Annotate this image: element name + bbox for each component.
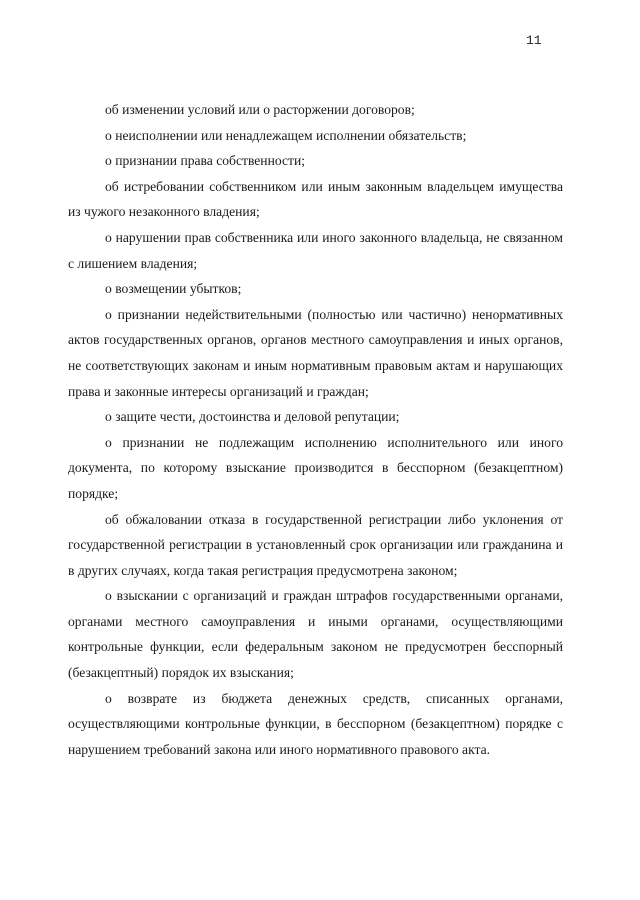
paragraph-contract-changes: об изменении условий или о расторжении договоров; bbox=[105, 102, 415, 117]
paragraph-property-reclaim: об истребовании собственником или иным законным владельцем имущества из чужого незаконного владения; bbox=[68, 178, 563, 220]
paragraph-ownership-recognition: о признании права собственности; bbox=[105, 153, 306, 169]
paragraph-damages: о возмещении убытков; bbox=[105, 281, 242, 297]
paragraph-invalidation-acts: о признании недействительными (полностью или частично) ненормативных актов государственных органов, органов местного самоуправления и иных органов, не соответствующих законам и иным нормативным правовым актам и нарушающих права и законные интересы организаций и граждан; bbox=[68, 306, 563, 399]
paragraph-owner-rights-violation: о нарушении прав собственника или иного законного владельца, не связанном с лишением владения; bbox=[68, 229, 563, 271]
paragraph-budget-refund: о возврате из бюджета денежных средств, списанных органами, осуществляющими контрольные функции, в бесспорном (безакцептном) порядке с нарушением требований закона или иного нормативного правового акта. bbox=[68, 690, 563, 757]
page-number: 11 bbox=[526, 33, 542, 48]
body-text bbox=[68, 97, 563, 762]
paragraph-non-enforceable-document: о признании не подлежащим исполнению исполнительного или иного документа, по которому взыскание производится в бесспорном (безакцептном) порядке; bbox=[68, 434, 563, 501]
paragraph-non-performance: о неисполнении или ненадлежащем исполнении обязательств; bbox=[105, 127, 467, 143]
paragraph-registration-refusal: об обжаловании отказа в государственной регистрации либо уклонения от государственной регистрации в установленный срок организации или гражданина и в других случаях, когда такая регистрация предусмотрена законом; bbox=[68, 511, 563, 578]
paragraph-fines-collection: о взыскании с организаций и граждан штрафов государственными органами, органами местного самоуправления и иными органами, осуществляющими контрольные функции, если федеральным законом не предусмотрен бесспорный (безакцептный) порядок их взыскания; bbox=[68, 588, 563, 681]
paragraph-honor-protection: о защите чести, достоинства и деловой репутации; bbox=[105, 409, 400, 425]
